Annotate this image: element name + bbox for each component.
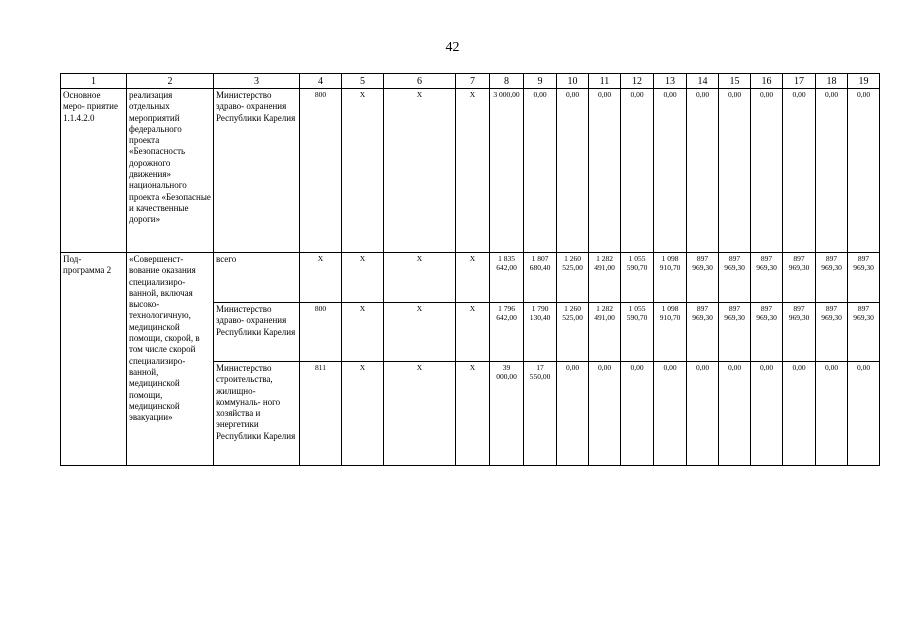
code-cell: Х <box>384 253 456 303</box>
amount-cell: 0,00 <box>719 89 751 253</box>
measure-description-cell: реализация отдельных мероприятий федерального проекта «Безопасность дорожного движения» национального проекта «Безопасные и качественные дороги» <box>127 89 214 253</box>
column-header: 5 <box>342 74 384 89</box>
code-cell: Х <box>456 253 490 303</box>
column-header: 8 <box>490 74 524 89</box>
column-header: 15 <box>719 74 751 89</box>
column-header: 2 <box>127 74 214 89</box>
amount-cell: 1 260 525,00 <box>557 303 589 362</box>
amount-cell: 3 000,00 <box>490 89 524 253</box>
code-cell: Х <box>342 253 384 303</box>
column-header: 12 <box>621 74 654 89</box>
column-header: 17 <box>783 74 816 89</box>
amount-cell: 897 969,30 <box>687 303 719 362</box>
amount-cell: 0,00 <box>654 362 687 466</box>
executor-cell: Министерство здраво- охранения Республики Карелия <box>214 89 300 253</box>
amount-cell: 897 969,30 <box>719 303 751 362</box>
column-header: 11 <box>589 74 621 89</box>
amount-cell: 1 055 590,70 <box>621 253 654 303</box>
amount-cell: 1 098 910,70 <box>654 303 687 362</box>
code-cell: 800 <box>300 303 342 362</box>
column-header: 19 <box>848 74 880 89</box>
amount-cell: 1 282 491,00 <box>589 303 621 362</box>
amount-cell: 0,00 <box>589 89 621 253</box>
amount-cell: 897 969,30 <box>751 253 783 303</box>
code-cell: 811 <box>300 362 342 466</box>
header-row <box>61 74 880 89</box>
column-header: 16 <box>751 74 783 89</box>
code-cell: Х <box>384 89 456 253</box>
amount-cell: 897 969,30 <box>719 253 751 303</box>
amount-cell: 0,00 <box>751 362 783 466</box>
subprogram-name-cell: Под- программа 2 <box>61 253 127 466</box>
amount-cell: 897 969,30 <box>687 253 719 303</box>
column-header: 13 <box>654 74 687 89</box>
amount-cell: 0,00 <box>816 89 848 253</box>
code-cell: Х <box>384 362 456 466</box>
column-header: 7 <box>456 74 490 89</box>
column-header: 6 <box>384 74 456 89</box>
code-cell: Х <box>456 89 490 253</box>
amount-cell: 17 550,00 <box>524 362 557 466</box>
amount-cell: 1 055 590,70 <box>621 303 654 362</box>
code-cell: Х <box>456 303 490 362</box>
executor-cell: Министерство здраво- охранения Республики Карелия <box>214 303 300 362</box>
amount-cell: 0,00 <box>654 89 687 253</box>
code-cell: Х <box>342 362 384 466</box>
amount-cell: 1 282 491,00 <box>589 253 621 303</box>
code-cell: Х <box>456 362 490 466</box>
amount-cell: 0,00 <box>524 89 557 253</box>
amount-cell: 1 790 130,40 <box>524 303 557 362</box>
column-header: 4 <box>300 74 342 89</box>
code-cell: Х <box>384 303 456 362</box>
measure-name-cell: Основное меро- приятие 1.1.4.2.0 <box>61 89 127 253</box>
amount-cell: 0,00 <box>783 89 816 253</box>
amount-cell: 0,00 <box>751 89 783 253</box>
executor-cell: Министерство строительства, жилищно- коммуналь- ного хозяйства и энергетики Республики Карелия <box>214 362 300 466</box>
amount-cell: 0,00 <box>848 89 880 253</box>
amount-cell: 0,00 <box>687 362 719 466</box>
amount-cell: 1 260 525,00 <box>557 253 589 303</box>
amount-cell: 0,00 <box>783 362 816 466</box>
amount-cell: 39 000,00 <box>490 362 524 466</box>
amount-cell: 897 969,30 <box>848 253 880 303</box>
amount-cell: 897 969,30 <box>751 303 783 362</box>
column-header: 14 <box>687 74 719 89</box>
amount-cell: 0,00 <box>848 362 880 466</box>
table-row <box>61 253 880 303</box>
executor-cell: всего <box>214 253 300 303</box>
column-header: 10 <box>557 74 589 89</box>
amount-cell: 0,00 <box>621 89 654 253</box>
amount-cell: 897 969,30 <box>816 253 848 303</box>
amount-cell: 897 969,30 <box>783 303 816 362</box>
amount-cell: 0,00 <box>557 362 589 466</box>
amount-cell: 897 969,30 <box>816 303 848 362</box>
code-cell: 800 <box>300 89 342 253</box>
amount-cell: 1 807 680,40 <box>524 253 557 303</box>
amount-cell: 1 796 642,00 <box>490 303 524 362</box>
amount-cell: 1 098 910,70 <box>654 253 687 303</box>
amount-cell: 0,00 <box>589 362 621 466</box>
amount-cell: 897 969,30 <box>848 303 880 362</box>
subprogram-description-cell: «Совершенст- вование оказания специализиро- ванной, включая высоко- технологичную, медицинской помощи, скорой, в том числе скорой специализиро- ванной, медицинской помощи, медицинской эвакуации» <box>127 253 214 466</box>
amount-cell: 897 969,30 <box>783 253 816 303</box>
page-number: 42 <box>445 40 460 55</box>
amount-cell: 0,00 <box>687 89 719 253</box>
table-row <box>61 89 880 253</box>
amount-cell: 0,00 <box>719 362 751 466</box>
code-cell: Х <box>300 253 342 303</box>
amount-cell: 0,00 <box>557 89 589 253</box>
code-cell: Х <box>342 89 384 253</box>
amount-cell: 0,00 <box>621 362 654 466</box>
amount-cell: 0,00 <box>816 362 848 466</box>
column-header: 9 <box>524 74 557 89</box>
column-header: 18 <box>816 74 848 89</box>
column-header: 3 <box>214 74 300 89</box>
column-header: 1 <box>61 74 127 89</box>
code-cell: Х <box>342 303 384 362</box>
budget-table <box>60 73 880 466</box>
amount-cell: 1 835 642,00 <box>490 253 524 303</box>
